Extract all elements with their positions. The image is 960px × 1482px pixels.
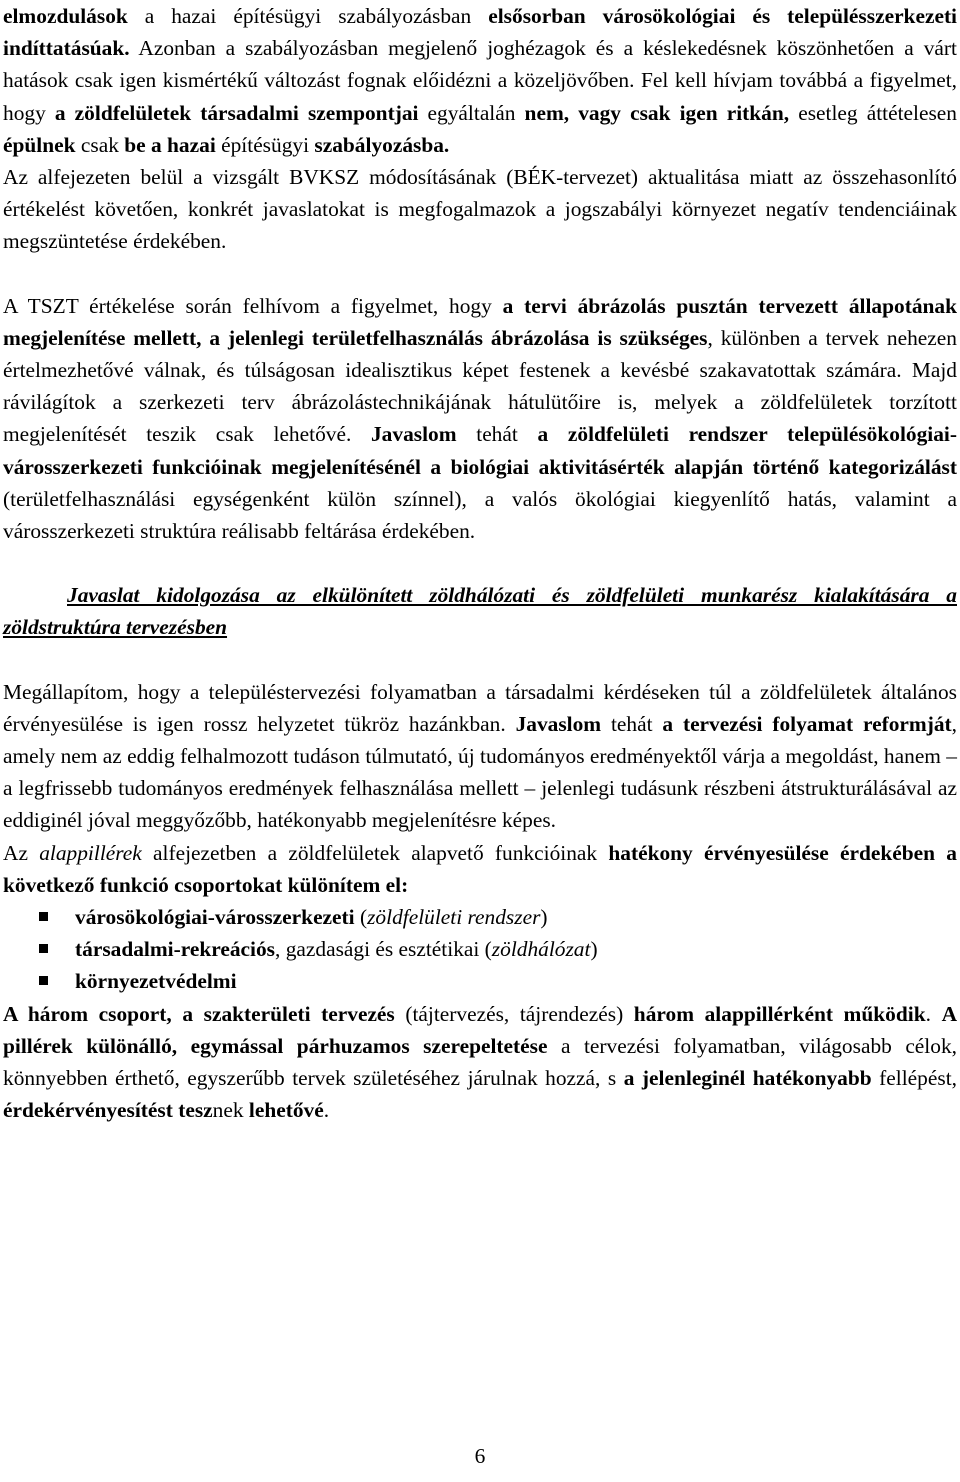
paragraph-tszt-evaluation (3, 290, 957, 548)
text-run: A TSZT értékelése során felhívom a figyelmet, hogy (3, 293, 503, 318)
text-run: a tervezési folyamatban, világosabb célok, könnyebben érthető, egyszerűbb tervek születéséhez járulnak hozzá, s (3, 1033, 957, 1091)
text-run: ( (354, 905, 368, 930)
paragraph-subchapter-summary (3, 161, 957, 258)
text-run: a jelenleginél hatékonyabb (623, 1066, 872, 1091)
page-number: 6 (474, 1444, 486, 1468)
text-run: esetleg áttételesen (789, 100, 957, 125)
text-run: elmozdulások (3, 4, 128, 28)
text-run: (területfelhasználási egységenként külön színnel), a valós ökológiai kiegyenlítő hatás, valamint a városszerkezeti struktúra reálisabb feltárása érdekében. (3, 486, 957, 544)
text-run: Az alfejezeten belül a vizsgált BVKSZ módosításának (BÉK-tervezet) aktualitása miatt az összehasonlító értékelést követően, konkrét javaslatokat is megfogalmazok a jogszabályi környezet negatív tendenciáinak megszüntetése érdekében. (3, 165, 957, 254)
text-run: Azonban a szabályozásban megjelenő joghézagok és a késlekedésnek köszönhetően a várt hatások csak igen kismértékű változást fognak előidézni a közeljövőben. Fel kell hívjam továbbá a figyelmet, hogy (3, 36, 957, 125)
text-run: zöldhálózat (491, 937, 591, 962)
text-run: nek (212, 1098, 249, 1123)
text-run: egyáltalán (418, 100, 525, 125)
text-run: három alappillérként működik (633, 1001, 926, 1026)
text-run: a hazai építésügyi szabályozásban (127, 4, 489, 28)
text-run: ) (540, 905, 548, 930)
document-page (3, 0, 957, 1482)
list-item (3, 965, 957, 997)
text-run: ) (590, 937, 598, 962)
list-item (3, 933, 957, 965)
list-item (3, 901, 957, 933)
text-run: , különben a tervek nehezen értelmezhetővé válnak, és túlságosan idealisztikus képet festenek a kevésbé szakavatottak számára. Majd rávilágítok a szerkezeti terv ábrázolástechnikájának hátulütőire is, melyek a zöldfelületek torzított megjelenítését teszik csak lehetővé. (3, 325, 957, 447)
text-run: a tervi ábrázolás pusztán tervezett állapotának megjelenítése mellett, a jelenlegi területfelhasználás ábrázolása is szükséges (3, 293, 957, 350)
paragraph-three-pillars (3, 998, 957, 1127)
text-run: alfejezetben a zöldfelületek alapvető funkcióinak (141, 840, 609, 865)
text-run: Javaslom (370, 422, 457, 447)
text-run: környezetvédelmi (75, 969, 237, 994)
text-run: . (323, 1098, 330, 1123)
text-run: zöldfelületi rendszer (367, 905, 541, 930)
text-run: (tájtervezés, tájrendezés) (394, 1001, 634, 1026)
paragraph-pillars-intro (3, 837, 957, 901)
function-group-list (3, 901, 957, 998)
paragraph-regulation-overview (3, 0, 957, 161)
text-run: a zöldfelületi rendszer településökológiai-városszerkezeti funkcióinak megjelenítésénél a biológiai aktivitásérték alapján történő kategorizálást (3, 422, 958, 479)
text-run: A pillérek különálló, egymással párhuzamos szerepeltetése (3, 1001, 958, 1058)
text-run: szabályozásba. (314, 132, 450, 157)
text-run: alappillérek (39, 840, 142, 865)
text-run: , amely nem az eddig felhalmozott tudáson túlmutató, új tudományos eredményektől várja a megoldást, hanem – a legfrissebb tudományos eredmények felhasználása mellett – jelenlegi tudásunk részbeni átstrukturálásával az eddiginél jóval meggyőzőbb, hatékonyabb megjelenítésre képes. (3, 711, 958, 833)
text-run: Javaslom (515, 711, 602, 736)
text-run: társadalmi-rekreációs (75, 937, 276, 962)
text-run: Megállapítom, hogy a településtervezési folyamatban a társadalmi kérdéseken túl a zöldfelületek általános érvényesülése is igen rossz helyzetet tükröz hazánkban. (3, 679, 957, 736)
text-run: A három csoport, a szakterületi tervezés (3, 1001, 395, 1026)
paragraph-spacer (3, 644, 957, 676)
text-run: lehetővé (248, 1098, 324, 1123)
paragraph-planning-reform (3, 676, 957, 837)
paragraph-spacer (3, 547, 957, 579)
text-run: építésügyi (215, 132, 315, 157)
section-heading: Javaslat kidolgozása az elkülönített zöldhálózati és zöldfelületi munkarész kialakítására a zöldstruktúra tervezésben (3, 583, 957, 640)
text-run: elsősorban városökológiai és településszerkezeti indíttatásúak. (3, 4, 958, 61)
paragraph-spacer (3, 258, 957, 290)
text-run: nem, vagy csak igen ritkán, (524, 100, 790, 125)
text-run: tehát (601, 711, 663, 736)
text-run: érdekérvényesítést tesz (3, 1098, 213, 1123)
text-run: a tervezési folyamat reformját (662, 711, 952, 736)
text-run: be a hazai (124, 132, 216, 157)
text-run: , gazdasági és esztétikai ( (275, 937, 492, 962)
text-run: hatékony érvényesülése érdekében a következő funkció csoportokat különítem el: (3, 840, 957, 897)
text-run: a zöldfelületek társadalmi szempontjai (54, 100, 419, 125)
text-run: épülnek (3, 132, 76, 157)
text-run: Az (3, 840, 40, 865)
text-run: fellépést, (871, 1066, 957, 1091)
text-run: városökológiai-városszerkezeti (75, 905, 355, 930)
text-run: tehát (456, 422, 538, 447)
text-run: csak (75, 132, 125, 157)
text-run: . (925, 1001, 942, 1026)
